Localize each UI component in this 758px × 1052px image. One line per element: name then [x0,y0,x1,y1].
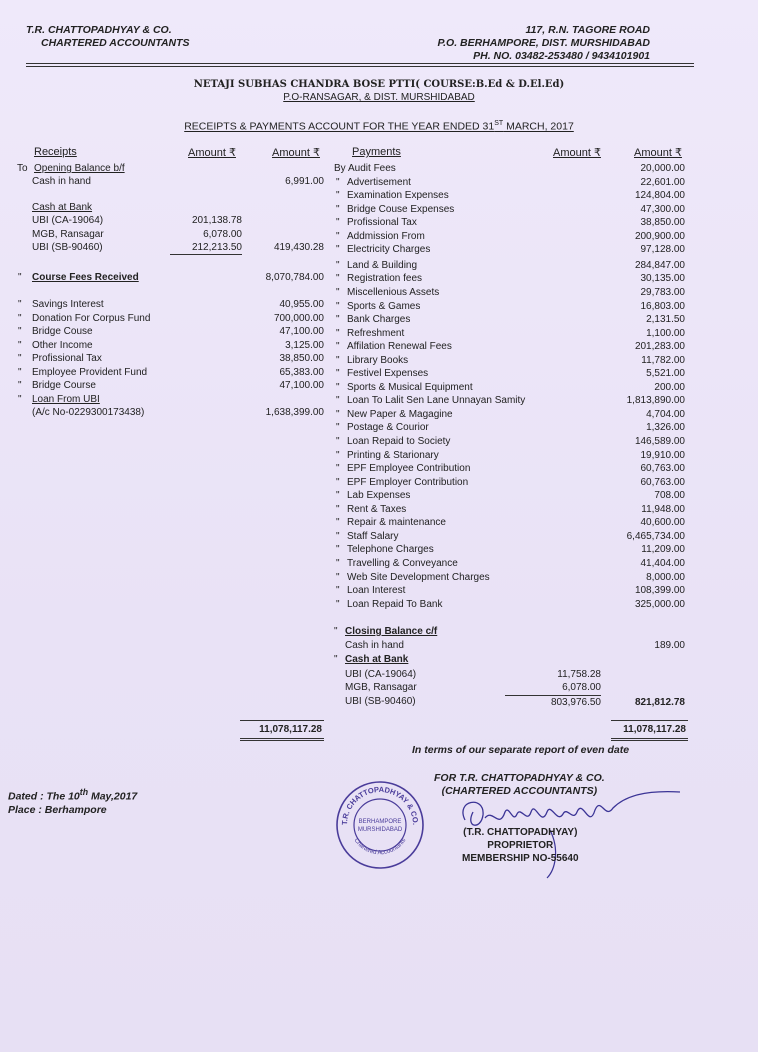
receipt-prefix: " [18,367,22,378]
signoff-profession: (CHARTERED ACCOUNTANTS) [441,785,598,797]
receipt-label: MGB, Ransagar [32,229,104,240]
payment-prefix: " [336,203,340,215]
payment-amount: 4,704.00 [646,408,685,420]
receipt-prefix: " [18,299,22,310]
closing-cash-label: Cash in hand [345,640,404,651]
receipt-amount: 65,383.00 [279,367,324,378]
payment-label: Loan Repaid To Bank [347,598,443,610]
receipt-label: (A/c No-0229300173438) [32,407,145,418]
payment-label: Staff Salary [347,530,399,542]
payment-prefix: " [336,436,340,447]
header-rule-second [26,66,694,67]
payment-amount: 284,847.00 [634,259,685,271]
date-place-block [8,786,137,817]
payment-prefix: " [336,517,340,529]
payment-prefix: " [336,571,340,583]
payment-label: Sports & Musical Equipment [347,381,473,393]
seal-city-2: MURSHIDABAD [357,827,403,833]
receipt-amount: 47,100.00 [279,380,324,391]
receipt-label: Donation For Corpus Fund [32,313,151,324]
date-line: Dated : The 10th May,2017 [8,787,138,803]
receipt-label: Bridge Couse [32,326,93,337]
payment-label: Registration fees [347,273,423,285]
payment-label: Affilation Renewal Fees [347,341,452,353]
payment-amount: 200,900.00 [634,230,685,242]
receipt-amount: 47,100.00 [279,326,324,337]
payment-label: Web Site Development Charges [347,571,490,583]
payment-prefix: " [336,585,340,597]
payment-amount: 6,465,734.00 [626,530,685,542]
closing-bank-amount-2: 6,078.00 [562,682,601,693]
closing-bank-quote: " [334,654,338,665]
receipts-sub-amount-header: Amount ₹ [188,147,236,159]
seal-firm-text: T.R. CHATTOPADHYAY & CO. [339,784,421,826]
place-line: Place : Berhampore [8,803,107,816]
payment-label: Loan To Lalit Sen Lane Unnayan Samity [347,395,526,407]
payment-amount: 97,128.00 [640,244,685,256]
payment-prefix: " [336,259,340,271]
signatory-role: PROPRIETOR [487,840,554,851]
payment-prefix: " [336,395,340,407]
payment-prefix: " [336,463,340,475]
institution-block [0,78,758,104]
payment-amount: 1,100.00 [646,327,685,339]
payment-amount: 1,813,890.00 [626,395,685,407]
payment-prefix: " [336,408,340,420]
payment-label: Refreshment [347,327,405,339]
payment-amount: 108,399.00 [634,585,685,597]
payment-label: Examination Expenses [347,190,449,202]
signatory-block [462,826,579,865]
payment-prefix: " [336,230,340,242]
payment-label: Festivel Expenses [347,368,429,380]
receipt-prefix: " [18,272,22,283]
statement-title [0,120,758,133]
payment-label: Postage & Courior [347,422,429,434]
receipt-label: UBI (SB-90460) [32,242,103,253]
payment-label: Bridge Couse Expenses [347,203,455,215]
payment-label: Printing & Starionary [347,449,439,461]
payment-prefix: " [336,422,340,434]
receipt-amount: 419,430.28 [273,242,324,253]
title-superscript: ST [494,120,504,127]
closing-bank-title: Cash at Bank [345,654,409,665]
receipt-prefix: " [18,380,22,391]
payment-prefix: " [336,476,340,488]
payments-amount-header: Amount ₹ [634,147,682,159]
payment-prefix: " [336,368,340,380]
closing-bank-label-3: UBI (SB-90460) [345,696,416,707]
payment-amount: 16,803.00 [640,300,685,312]
header-rule [26,63,694,64]
payment-prefix: " [336,286,340,298]
payment-label: EPF Employer Contribution [347,476,469,488]
payment-prefix: " [336,244,340,256]
closing-balance-title: Closing Balance c/f [345,626,438,637]
payment-amount: 30,135.00 [640,273,685,285]
payment-amount: 124,804.00 [634,190,685,202]
firm-address-line2: P.O. BERHAMPORE, DIST. MURSHIDABAD [437,37,650,49]
payment-label: Repair & maintenance [347,517,446,529]
payments-header: Payments [352,146,401,158]
seal-city-1: BERHAMPORE [358,819,402,825]
receipts-total: 11,078,117.28 [240,720,324,741]
receipt-amount: 38,850.00 [279,353,324,364]
payment-amount: 1,326.00 [646,422,685,434]
membership-number: MEMBERSHIP NO-55640 [462,853,579,864]
title-main: RECEIPTS & PAYMENTS ACCOUNT FOR THE YEAR ENDED 31 [184,120,495,133]
payment-amount: 5,521.00 [646,368,685,380]
receipt-label: Savings Interest [32,299,104,310]
payment-prefix: " [336,314,340,326]
receipt-prefix: To [17,163,28,174]
closing-bank-label-1: UBI (CA-19064) [345,669,417,680]
payment-label: Addmission From [347,230,425,242]
payment-amount: 146,589.00 [634,436,685,447]
firm-phone: PH. NO. 03482-253480 / 9434101901 [473,50,650,62]
receipt-label: Cash at Bank [32,202,93,213]
payment-amount: 22,601.00 [640,176,685,188]
payment-label: Profissional Tax [347,217,417,229]
payment-amount: 201,283.00 [634,341,685,353]
receipt-label: Cash in hand [32,176,91,187]
receipt-label: UBI (CA-19064) [32,215,104,226]
payment-prefix: " [336,300,340,312]
payment-prefix: " [336,327,340,339]
payment-label: Miscellenious Assets [347,286,440,298]
payment-amount: 11,948.00 [641,503,685,515]
receipt-label: Profissional Tax [32,353,102,364]
svg-text:Chartered Accountants [353,838,408,857]
firm-address-line1: 117, R.N. TAGORE ROAD [525,24,650,36]
receipt-label: Other Income [32,340,93,351]
payment-amount: 40,600.00 [640,517,685,529]
payment-amount: 200.00 [654,381,685,393]
closing-cash-amount: 189.00 [654,640,685,651]
payment-label: Bank Charges [347,314,411,326]
receipts-header: Receipts [34,146,77,158]
firm-header-right [437,24,650,63]
receipt-amount: 700,000.00 [273,313,324,324]
payment-label: Advertisement [347,176,411,188]
payment-label: Rent & Taxes [347,503,407,515]
receipt-amount: 40,955.00 [279,299,324,310]
payment-prefix: " [336,176,340,188]
seal-profession-text: Chartered Accountants [352,837,408,857]
payment-label: Telephone Charges [347,544,434,556]
payment-amount: 8,000.00 [646,571,685,583]
payment-label: Loan Repaid to Society [347,436,451,447]
receipt-amount: 1,638,399.00 [265,407,324,418]
receipt-label: Employee Provident Fund [32,367,148,378]
receipt-prefix: " [18,313,22,324]
receipt-label: Loan From UBI [32,394,100,405]
receipt-amount: 3,125.00 [285,340,324,351]
closing-bank-label-2: MGB, Ransagar [345,682,417,693]
payment-amount: 47,300.00 [640,203,685,215]
payment-prefix: " [336,190,340,202]
receipt-prefix: " [18,353,22,364]
receipt-sub-amount: 201,138.78 [191,215,242,226]
payment-amount: 11,782.00 [641,354,685,366]
payment-amount: 11,209.00 [641,544,685,556]
payment-label: Land & Building [347,259,418,271]
payment-label: New Paper & Magagine [347,408,453,420]
payment-amount: 325,000.00 [634,598,685,610]
payment-prefix: " [336,557,340,569]
payment-label: Loan Interest [347,585,406,597]
payment-amount: 20,000.00 [640,163,685,174]
payment-label: Lab Expenses [347,490,411,502]
payments-total: 11,078,117.28 [611,720,688,741]
firm-seal-stamp [335,780,425,870]
payment-prefix: " [336,273,340,285]
payment-prefix: " [336,530,340,542]
receipt-label: Bridge Course [32,380,96,391]
receipt-amount: 6,991.00 [285,176,324,187]
payment-label: Library Books [347,354,409,366]
payment-prefix: " [336,490,340,502]
payment-prefix: " [336,503,340,515]
receipt-sub-amount: 6,078.00 [203,229,242,240]
payment-prefix: " [336,341,340,353]
receipt-prefix: " [18,340,22,351]
closing-quote: " [334,626,338,637]
title-end: MARCH, 2017 [503,120,574,133]
receipt-prefix: " [18,326,22,337]
signatory-name: (T.R. CHATTOPADHYAY) [463,827,578,838]
payment-amount: 38,850.00 [640,217,685,229]
signoff-for-line: FOR T.R. CHATTOPADHYAY & CO. [434,772,605,784]
payment-prefix: " [336,598,340,610]
payment-amount: 708.00 [654,490,685,502]
payment-prefix: " [336,354,340,366]
payment-amount: 2,131.50 [646,314,685,326]
payment-prefix: " [336,217,340,229]
payment-prefix: " [336,449,340,461]
payment-amount: 60,763.00 [640,476,685,488]
receipt-label: Opening Balance b/f [34,163,125,174]
payment-amount: 29,783.00 [640,286,685,298]
terms-note: In terms of our separate report of even date [412,744,630,756]
payment-label: Electricity Charges [347,244,431,256]
payment-label: Audit Fees [348,163,396,174]
institution-place: P.O-RANSAGAR, & DIST. MURSHIDABAD [283,92,475,103]
institution-name: NETAJI SUBHAS CHANDRA BOSE PTTI( COURSE:B.Ed & D.El.Ed) [193,79,565,90]
payment-prefix: By [334,163,346,174]
payment-label: EPF Employee Contribution [347,463,471,475]
payment-label: Sports & Games [347,300,421,312]
firm-header-left [26,24,190,50]
closing-bank-amount-1: 11,758.28 [557,669,601,680]
firm-profession: CHARTERED ACCOUNTANTS [41,37,190,49]
closing-bank-amount-3: 803,976.50 [505,695,601,709]
payment-amount: 60,763.00 [640,463,685,475]
receipt-sub-amount: 212,213.50 [170,241,242,255]
receipt-label: Course Fees Received [32,272,139,283]
payments-sub-amount-header: Amount ₹ [553,147,601,159]
payment-amount: 41,404.00 [640,557,685,569]
closing-bank-total: 821,812.78 [634,697,685,708]
payment-prefix: " [336,381,340,393]
receipt-prefix: " [18,394,22,405]
receipts-amount-header: Amount ₹ [272,147,320,159]
payment-prefix: " [336,544,340,556]
payment-amount: 19,910.00 [640,449,685,461]
firm-name: T.R. CHATTOPADHYAY & CO. [26,24,172,36]
payment-label: Travelling & Conveyance [347,557,458,569]
receipt-amount: 8,070,784.00 [265,272,324,283]
